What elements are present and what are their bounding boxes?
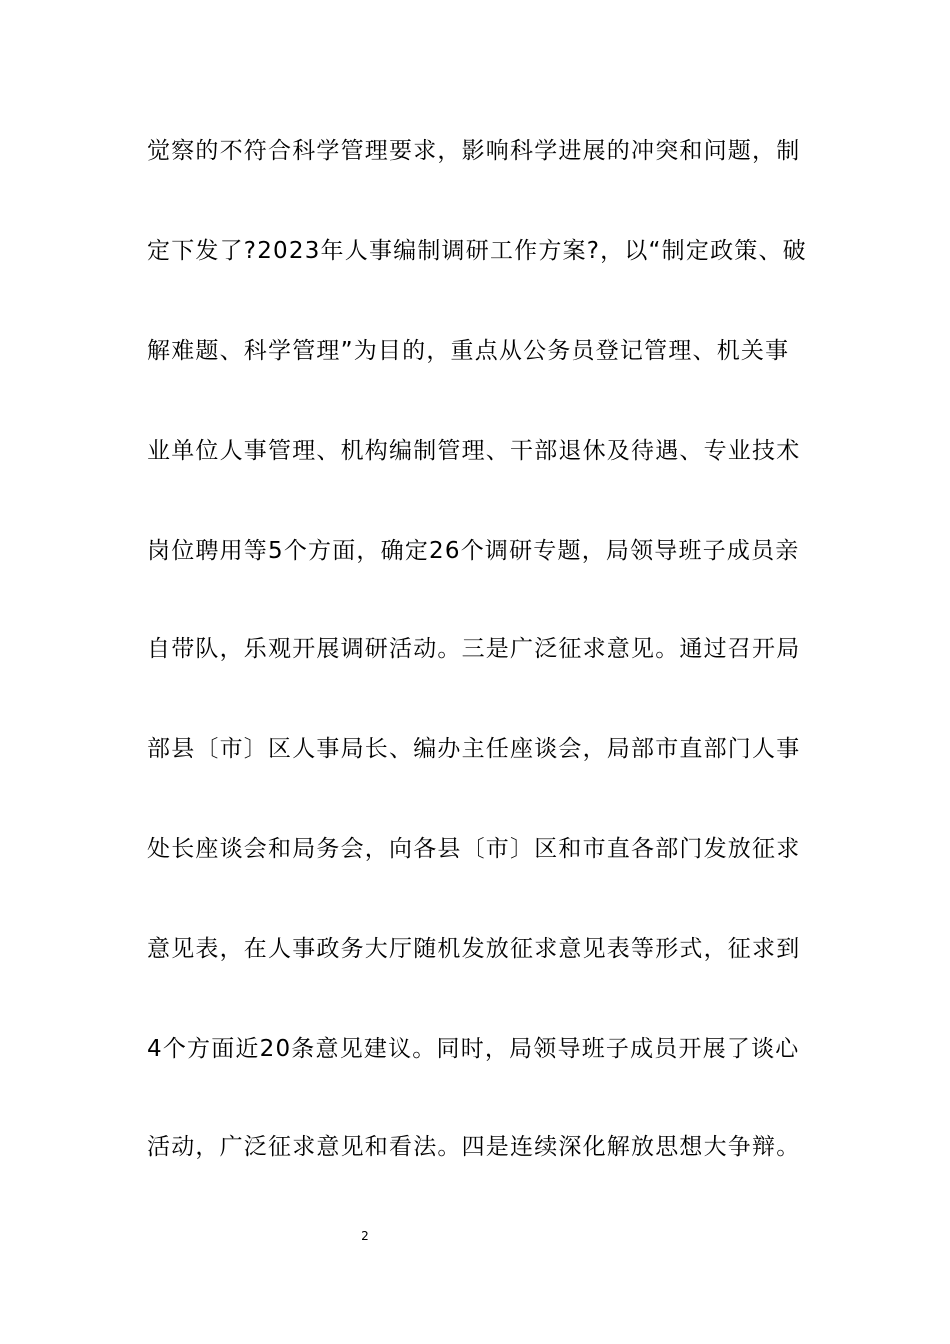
body-text-line: 自带队，乐观开展调研活动。三是广泛征求意见。通过召开局 xyxy=(147,636,801,662)
body-text-line: 岗位聘用等5个方面，确定26个调研专题，局领导班子成员亲 xyxy=(147,538,800,564)
body-text-line: 处长座谈会和局务会，向各县〔市〕区和市直各部门发放征求 xyxy=(147,836,801,862)
body-text-line: 4个方面近20条意见建议。同时，局领导班子成员开展了谈心 xyxy=(147,1036,800,1062)
body-text-line: 定下发了?2023年人事编制调研工作方案?，以“制定政策、破 xyxy=(147,238,807,264)
body-text-line: 觉察的不符合科学管理要求，影响科学进展的冲突和问题，制 xyxy=(147,138,801,164)
page-number: 2 xyxy=(361,1229,369,1243)
body-text-line: 解难题、科学管理”为目的，重点从公务员登记管理、机关事 xyxy=(147,338,790,364)
body-text-line: 部县〔市〕区人事局长、编办主任座谈会，局部市直部门人事 xyxy=(147,736,801,762)
body-text-line: 活动，广泛征求意见和看法。四是连续深化解放思想大争辩。 xyxy=(147,1134,801,1160)
body-text-line: 意见表，在人事政务大厅随机发放征求意见表等形式，征求到 xyxy=(147,936,801,962)
body-text-line: 业单位人事管理、机构编制管理、干部退休及待遇、专业技术 xyxy=(147,438,801,464)
